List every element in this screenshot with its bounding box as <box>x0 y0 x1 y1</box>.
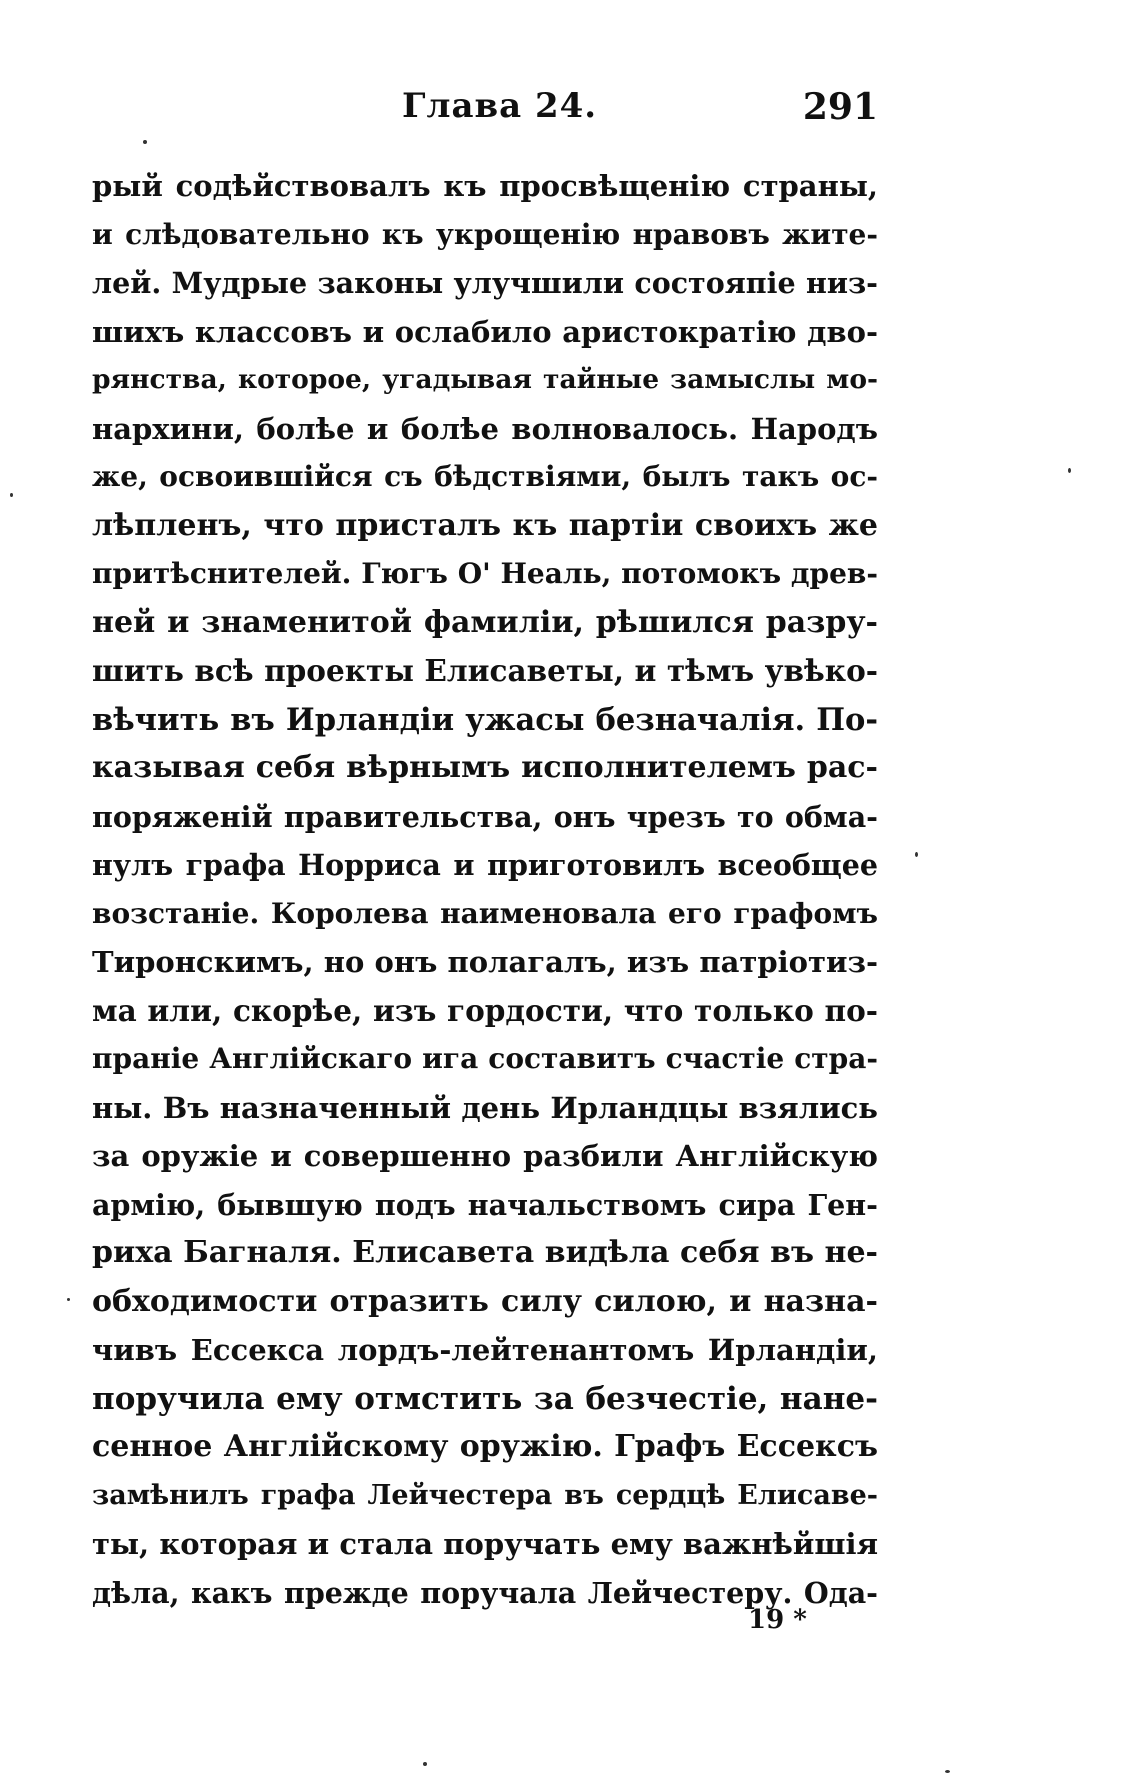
text-line: чивъ Ессекса лордъ-лейтенантомъ Ирландіи, <box>92 1333 878 1367</box>
scan-speck <box>10 493 13 497</box>
text-line: же, освоившійся съ бѣдствіями, былъ такъ ос- <box>92 460 878 493</box>
scan-speck <box>143 140 147 144</box>
text-line: ты, которая и стала поручать ему важнѣйшія <box>92 1527 878 1561</box>
text-line: праніе Англійскаго ига составитъ счастіе стра- <box>92 1042 878 1075</box>
text-line: рянства, которое, угадывая тайные замыслы мо- <box>92 364 878 395</box>
text-line: армію, бывшую подъ начальствомъ сира Ген- <box>92 1187 878 1222</box>
text-line: ны. Въ назначенный день Ирландцы взялись <box>92 1090 878 1125</box>
text-line: шихъ классовъ и ослабило аристократію дво- <box>92 314 878 349</box>
text-line: Тиронскимъ, но онъ полагалъ, изъ патріотиз- <box>92 945 878 979</box>
text-line: ней и знаменитой фамиліи, рѣшился разру- <box>92 604 878 640</box>
scan-speck <box>945 1770 950 1773</box>
text-line: дѣла, какъ прежде поручала Лейчестеру. Ода- <box>92 1575 878 1610</box>
scan-speck <box>1068 468 1071 473</box>
text-line: поряженій правительства, онъ чрезъ то обма- <box>92 799 878 834</box>
text-line: нулъ графа Норриса и приготовилъ всеобщее <box>92 848 878 882</box>
text-line: возстаніе. Королева наименовала его графомъ <box>92 896 878 930</box>
scan-speck <box>423 1762 427 1766</box>
signature-mark: 19 * <box>748 1605 807 1635</box>
text-line: казывая себя вѣрнымъ исполнителемъ рас- <box>92 750 878 785</box>
scan-speck <box>67 1298 70 1301</box>
text-line: замѣнилъ графа Лейчестера въ сердцѣ Елисаве- <box>92 1479 878 1511</box>
text-line: рый содѣйствовалъ къ просвѣщенію страны, <box>92 169 878 203</box>
page-number: 291 <box>802 86 878 128</box>
text-line: сенное Англійскому оружію. Графъ Ессексъ <box>92 1429 878 1464</box>
text-line: и слѣдовательно къ укрощенію нравовъ жите- <box>92 217 878 251</box>
text-line: риха Багналя. Елисавета видѣла себя въ не- <box>92 1235 878 1270</box>
text-line: поручила ему отмстить за безчестіе, нане- <box>92 1380 878 1417</box>
running-head <box>92 86 878 140</box>
chapter-heading: Глава 24. <box>402 86 598 126</box>
text-line: ма или, скорѣе, изъ гордости, что только по- <box>92 992 878 1028</box>
scan-speck <box>915 852 918 857</box>
text-line: нархини, болѣе и болѣе волновалось. Народъ <box>92 411 878 446</box>
text-line: шить всѣ проекты Елисаветы, и тѣмъ увѣко- <box>92 653 878 688</box>
text-line: притѣснителей. Гюгъ О' Неаль, потомокъ древ- <box>92 557 878 590</box>
text-line: лей. Мудрые законы улучшили состояпіе низ- <box>92 266 878 300</box>
text-line: лѣпленъ, что присталъ къ партіи своихъ же <box>92 507 878 543</box>
text-line: вѣчить въ Ирландіи ужасы безначалія. По- <box>92 701 878 738</box>
text-line: за оружіе и совершенно разбили Англійскую <box>92 1139 878 1173</box>
body-text <box>92 162 878 1617</box>
text-line: обходимости отразить силу силою, и назна- <box>92 1283 878 1319</box>
